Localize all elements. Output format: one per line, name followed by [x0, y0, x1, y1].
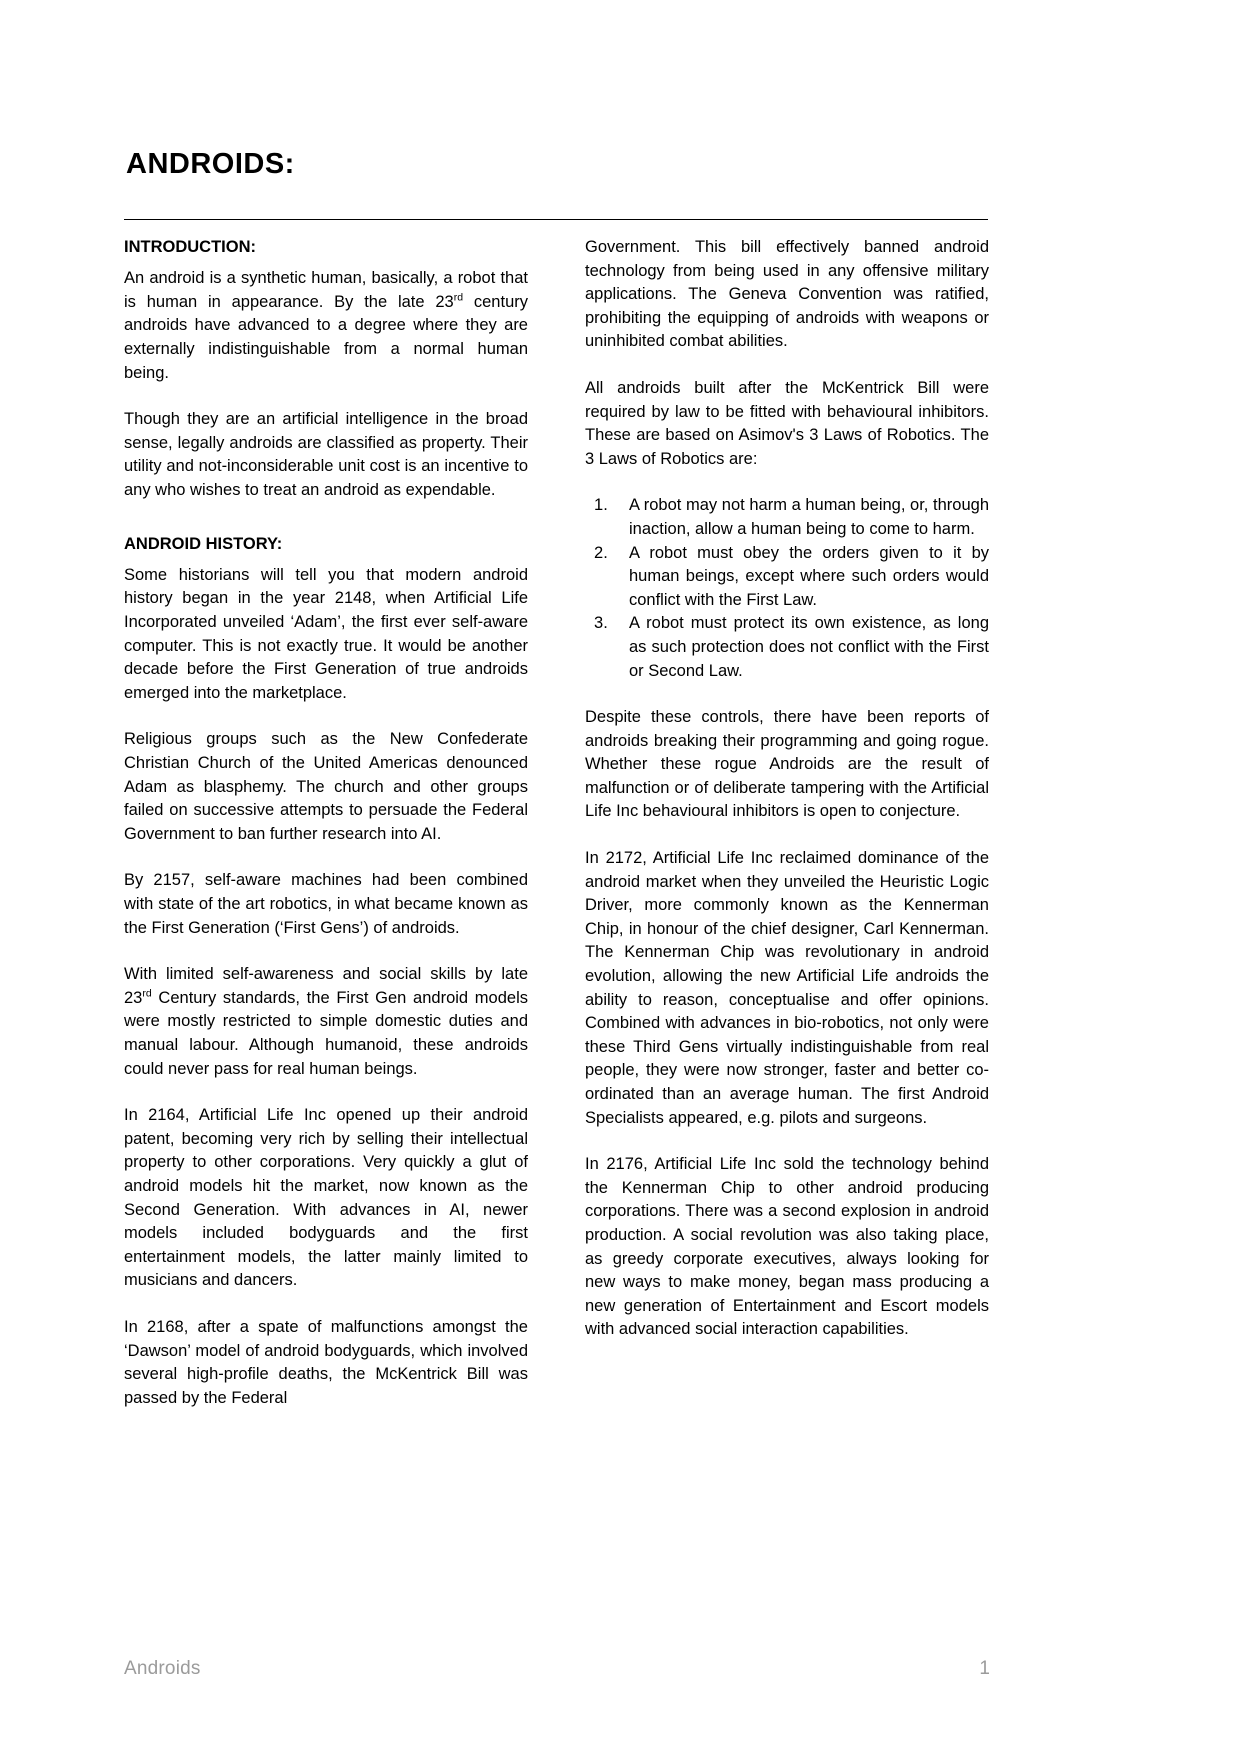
list-item: A robot may not harm a human being, or, through inaction, allow a human being to come to harm.	[629, 496, 989, 538]
paragraph-rogue-androids: Despite these controls, there have been reports of androids breaking their programming and going rogue. Whether these rogue Androids are the result of malfunction or of deliberate tampering with the Artificial Life Inc behavioural inhibitors is open to conjecture.	[585, 708, 989, 821]
paragraph-kennerman-chip: In 2172, Artificial Life Inc reclaimed dominance of the android market when they unveiled the Heuristic Logic Driver, more commonly known as the Kennerman Chip, in honour of the chief designer, Carl Kennerman. The Kennerman Chip was revolutionary in android evolution, allowing the new Artificial Life androids the ability to reason, conceptualise and offer opinions. Combined with advances in bio-robotics, not only were these Third Gens virtually indistinguishable from real people, they were now stronger, faster and better co-ordinated than an average human. The first Android Specialists appeared, e.g. pilots and surgeons.	[585, 849, 989, 1127]
paragraph-text-part-b: century androids have advanced to a degree where they are externally indistinguishable from a normal human being.	[124, 292, 528, 382]
paragraph-mckentrick-bill: In 2168, after a spate of malfunctions amongst the ‘Dawson’ model of android bodyguards, which involved several high-profile deaths, the McKentrick Bill was passed by the Federal	[124, 1317, 528, 1407]
paragraph-history-origins: Some historians will tell you that modern android history began in the year 2148, when Artificial Life Incorporated unveiled ‘Adam’, the first ever self-aware computer. This is not exactly true. It would be another decade before the First Generation of true androids emerged into the marketplace.	[124, 565, 528, 702]
laws-of-robotics-list	[585, 494, 989, 683]
page-footer	[124, 1658, 990, 1680]
paragraph-first-generation: By 2157, self-aware machines had been combined with state of the art robotics, in what became known as the First Generation (‘First Gens’) of androids.	[124, 871, 528, 937]
paragraph-text-part-a: With limited self-awareness and social skills by late 23	[124, 965, 528, 1007]
paragraph-text-part-a: An android is a synthetic human, basically, a robot that is human in appearance. By the late 23	[124, 269, 528, 311]
ordinal-suffix: rd	[142, 987, 152, 1000]
paragraph-bill-effects: Government. This bill effectively banned android technology from being used in any offensive military applications. The Geneva Convention was ratified, prohibiting the equipping of androids with weapons or uninhibited combat abilities.	[585, 238, 989, 351]
two-column-body	[124, 236, 990, 1410]
paragraph-religious-opposition: Religious groups such as the New Confederate Christian Church of the United Americas denounced Adam as blasphemy. The church and other groups failed on successive attempts to persuade the Federal Government to ban further research into AI.	[124, 730, 528, 843]
heading-introduction: INTRODUCTION:	[124, 238, 256, 256]
footer-label: Androids	[124, 1658, 201, 1679]
paragraph-behavioural-inhibitors: All androids built after the McKentrick Bill were required by law to be fitted with behavioural inhibitors. These are based on Asimov's 3 Laws of Robotics. The 3 Laws of Robotics are:	[585, 378, 989, 468]
list-item: A robot must obey the orders given to it by human beings, except where such orders would conflict with the First Law.	[629, 543, 989, 609]
ordinal-suffix: rd	[453, 291, 464, 304]
page-title: ANDROIDS:	[126, 148, 295, 181]
paragraph-second-generation: In 2164, Artificial Life Inc opened up their android patent, becoming very rich by selling their intellectual property to other corporations. Very quickly a glut of android models hit the market, now known as the Second Generation. With advances in AI, newer models included bodyguards and the first entertainment models, the latter mainly limited to musicians and dancers.	[124, 1106, 528, 1290]
paragraph-first-gen-limits	[124, 963, 528, 1081]
list-item: A robot must protect its own existence, as long as such protection does not conflict with the First or Second Law.	[629, 614, 989, 680]
right-column	[585, 236, 989, 1410]
footer-page-number: 1	[979, 1658, 990, 1679]
paragraph-legal-classification: Though they are an artificial intelligence in the broad sense, legally androids are classified as property. Their utility and not-inconsiderable unit cost is an incentive to any who wishes to treat an android as expendable.	[124, 410, 528, 500]
paragraph-android-definition	[124, 267, 528, 385]
title-divider	[124, 219, 988, 220]
paragraph-text-part-b: Century standards, the First Gen android models were mostly restricted to simple domestic duties and manual labour. Although humanoid, these androids could never pass for real human beings.	[124, 988, 528, 1078]
paragraph-technology-sale: In 2176, Artificial Life Inc sold the technology behind the Kennerman Chip to other android producing corporations. There was a second explosion in android production. A social revolution was also taking place, as greedy corporate executives, always looking for new ways to make money, began mass producing a new generation of Entertainment and Escort models with advanced social interaction capabilities.	[585, 1155, 989, 1339]
left-column	[124, 236, 528, 1410]
heading-android-history: ANDROID HISTORY:	[124, 534, 283, 553]
